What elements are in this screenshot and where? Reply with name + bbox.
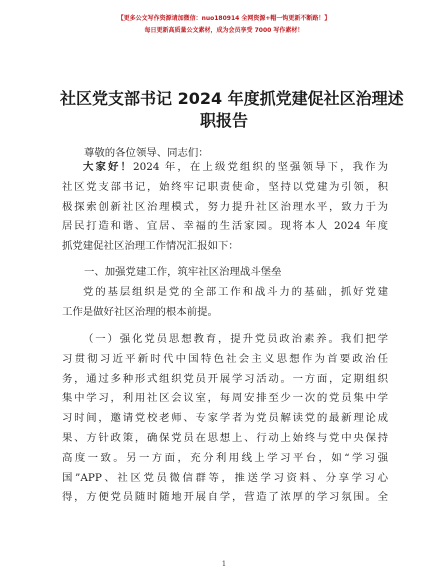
subsection-one-line-5: 习时间，邀请党校老师、专家学者为党员解读党的最新理论成 bbox=[62, 412, 388, 425]
subsection-one-line-9: 得，方便党员随时随地开展自学，营造了浓厚的学习氛围。全 bbox=[62, 491, 388, 504]
opening-line-1-text: 2024 年，在上级党组织的坚强领导下，我作为 bbox=[133, 161, 388, 173]
section-one-line-1: 党的基层组织是党的全部工作和战斗力的基础，抓好党建 bbox=[83, 286, 388, 298]
opening-line-2: 社区党支部书记，始终牢记职责使命，坚持以党建为引领，积 bbox=[62, 180, 388, 193]
section-one-line-2: 工作是做好社区治理的根本前提。 bbox=[62, 305, 218, 318]
document-title-line-2: 职报告 bbox=[199, 111, 248, 130]
subsection-one-paragraph bbox=[62, 330, 388, 508]
greeting: 尊敬的各位领导、同志们： bbox=[84, 147, 209, 159]
subsection-one-line-6: 果、方针政策，确保党员在思想上、行动上始终与党中央保持 bbox=[62, 431, 388, 444]
promo-banner-line-1: 【更多公文写作资源请加微信：nuo180914 全网资源+帽一钩更新不断路！】 bbox=[117, 15, 331, 22]
section-one-paragraph bbox=[62, 283, 388, 323]
subsection-one-line-3: 务，通过多种形式组织党员开展学习活动。一方面，定期组织 bbox=[62, 372, 388, 385]
subsection-one-line-2: 习贯彻习近平新时代中国特色社会主义思想作为首要政治任 bbox=[62, 352, 388, 365]
subsection-one-line-8: 国”APP、社区党员微信群等，推送学习资料、分享学习心 bbox=[62, 471, 388, 484]
opening-line-5: 抓党建促社区治理工作情况汇报如下： bbox=[62, 240, 239, 253]
subsection-one-line-1: （一）强化党员思想教育，提升党员政治素养。我们把学 bbox=[83, 333, 388, 345]
section-one-heading: 一、加强党建工作，筑牢社区治理战斗堡垒 bbox=[84, 266, 282, 278]
opening-line-1 bbox=[62, 158, 388, 178]
page-number: 1 bbox=[221, 560, 227, 568]
subsection-one-line-4: 集中学习，利用社区会议室，每周安排至少一次的党员集中学 bbox=[62, 392, 388, 405]
opening-lead: 大家好！ bbox=[83, 161, 134, 173]
subsection-one-line-7: 高度一致。另一方面，充分利用线上学习平台，如“学习强 bbox=[62, 451, 388, 464]
promo-banner-line-2: 每日更新高质量公文素材，成为会员享受 7000 写作素材！ bbox=[144, 27, 304, 34]
document-title-line-1: 社区党支部书记 2024 年度抓党建促社区治理述 bbox=[60, 89, 404, 108]
opening-line-4: 居民打造和谐、宜居、幸福的生活家园。现将本人 2024 年度 bbox=[62, 220, 388, 233]
opening-paragraph bbox=[62, 158, 388, 257]
opening-line-3: 极探索创新社区治理模式，努力提升社区治理水平，致力于为 bbox=[62, 200, 388, 213]
